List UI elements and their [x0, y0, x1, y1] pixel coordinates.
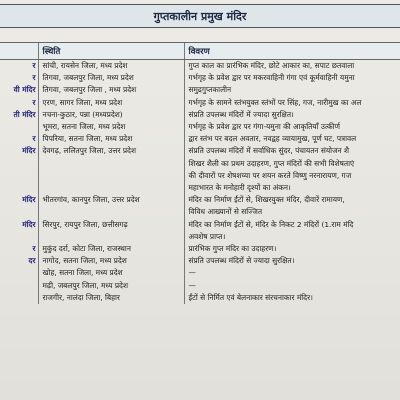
cell-location: भीतरगांव, कानपुर जिला, उत्तर प्रदेश [38, 194, 184, 206]
cell-details: द्वार स्तंभ पर बदल अवतार, नवद्वह व्यायामुख, पूर्ण घट, पत्रावल [184, 133, 400, 145]
cell-location: सिरपुर, रायपुर जिला, छत्तीसगढ़ [38, 219, 184, 231]
table-row [0, 255, 400, 267]
cell-details: — [184, 267, 400, 279]
cell-location [38, 231, 184, 243]
cell-location [38, 170, 184, 182]
cell-location: सांची, रायसेन जिला, मध्य प्रदेश [38, 60, 184, 73]
table-row [0, 292, 400, 304]
cell-location: मुकुंद दर्रा, कोटा जिला, राजस्थान [38, 243, 184, 255]
cell-location: नागोद, सतना जिला, मध्य प्रदेश [38, 255, 184, 267]
cell-location: भूमरा, सतना जिला, मध्य प्रदेश [38, 121, 184, 133]
cell-name: र [32, 61, 36, 70]
cell-details: गर्भगृह के प्रवेश द्वार पर मकरवाहिनी गंगा एवं कूर्मवाहिनी यमुना [184, 72, 400, 84]
table-row [0, 231, 400, 243]
cell-name: वी मंदिर [13, 85, 36, 95]
table-row [0, 170, 400, 182]
cell-location: मढ़ी, जबलपुर जिला, मध्य प्रदेश [38, 280, 184, 292]
header-location: स्थिति [38, 43, 184, 60]
cell-details: — [184, 280, 400, 292]
cell-location: पिपरिया, सतना जिला, मध्य प्रदेश [38, 133, 184, 145]
cell-location: एरण, सागर जिला, मध्य प्रदेश [38, 97, 184, 109]
table-row [0, 194, 400, 206]
cell-details: अवशेष प्राप्त। [184, 231, 400, 243]
cell-location [38, 158, 184, 170]
temples-table [0, 42, 400, 304]
cell-name [0, 280, 38, 292]
cell-name [0, 231, 38, 243]
cell-location: राजगीर, नालंदा जिला, बिहार [38, 292, 184, 304]
cell-details: विविध आख्यानों से सज्जित [184, 206, 400, 218]
table-row [0, 109, 400, 121]
cell-name: मंदिर [22, 219, 36, 229]
table-row [0, 84, 400, 96]
table-row [0, 133, 400, 145]
cell-name [0, 121, 38, 133]
cell-details: मंदिर का निर्माण ईंटों से, मंदिर के निकट 2 मंदिरों (1.राम मंदि [184, 219, 400, 231]
cell-name [0, 182, 38, 194]
cell-location [38, 182, 184, 194]
cell-name [0, 158, 38, 170]
cell-details: गर्भगृह के सामने स्तंभयुक्त स्तंभों पर सिंह, गज, नारीमुख का अल [184, 97, 400, 109]
cell-name: र [32, 134, 36, 144]
cell-name: र [32, 244, 36, 254]
cell-name: दर [28, 256, 36, 266]
table-row [0, 97, 400, 109]
cell-details: की दीवारों पर शेषशय्या पर शयन करते विष्णु नरनारायण, गज [184, 170, 400, 182]
cell-location: नचना-कुठार, पन्ना (मध्यप्रदेश) [38, 109, 184, 121]
cell-location: देवगढ़, ललितपुर जिला, उत्तर प्रदेश [38, 145, 184, 157]
table-row [0, 243, 400, 255]
cell-details: समुद्रगुप्तकालीन [184, 84, 400, 96]
cell-location [38, 206, 184, 218]
table-row [0, 280, 400, 292]
cell-details: गुप्त काल का प्रारंभिक मंदिर, छोटे आकार का, सपाट छतवाला [184, 60, 400, 73]
cell-name [0, 267, 38, 279]
header-name [0, 43, 38, 60]
cell-location: तिगवा, जबलपुर जिला, मध्य प्रदेश [38, 72, 184, 84]
table-row [0, 219, 400, 231]
cell-details: शिखर शैली का प्रथम उदाहरण, गुप्त मंदिरों की सभी विशेषताएं [184, 158, 400, 170]
cell-name [0, 292, 38, 304]
cell-name: ती मंदिर [13, 109, 36, 119]
cell-name: मंदिर [22, 195, 36, 205]
cell-name: मंदिर [22, 146, 36, 156]
cell-name: र [32, 97, 36, 107]
cell-details: महाभारत के मनोहारी दृश्यों का अंकन। [184, 182, 400, 194]
cell-name [0, 170, 38, 182]
cell-details: प्रारंभिक गुप्त मंदिर का उदाहरण। [184, 243, 400, 255]
cell-location: तिगवा, जबलपुर जिला , मध्य प्रदेश [38, 84, 184, 96]
table-row [0, 60, 400, 73]
table-row [0, 158, 400, 170]
cell-details: गर्भगृह के प्रवेश द्वार पर गंगा-यमुना की आकृतियाँ उत्कीर्ण [184, 121, 400, 133]
cell-name [0, 206, 38, 218]
cell-details: संप्रति उपलब्ध मंदिरों में सर्वाधिक सुंदर, पंचायतन संयोजन शै [184, 145, 400, 157]
table-row [0, 72, 400, 84]
cell-details: ईंटों से निर्मित एवं बेलनाकार संरचनाकार मंदिर। [184, 292, 400, 304]
cell-details: मंदिर का निर्माण ईंटों से, शिखरयुक्त मंदिर, दीवारें रामायण, [184, 194, 400, 206]
cell-details: संप्रति उपलब्ध मंदिरों में ज्यादा सुरक्षित। [184, 109, 400, 121]
cell-details: संप्रति उपलब्ध मंदिरों से ज्यादा सुरक्षित। [184, 255, 400, 267]
cell-location: खोह, सतना जिला, मध्य प्रदेश [38, 267, 184, 279]
header-details: विवरण [184, 43, 400, 60]
table-row [0, 182, 400, 194]
table-row [0, 267, 400, 279]
cell-name: र [32, 73, 36, 83]
page-title: गुप्तकालीन प्रमुख मंदिर [153, 9, 247, 23]
table-title-bar [0, 4, 400, 28]
table-row [0, 206, 400, 218]
table-row [0, 121, 400, 133]
table-row [0, 145, 400, 157]
table-header-row [0, 43, 400, 60]
